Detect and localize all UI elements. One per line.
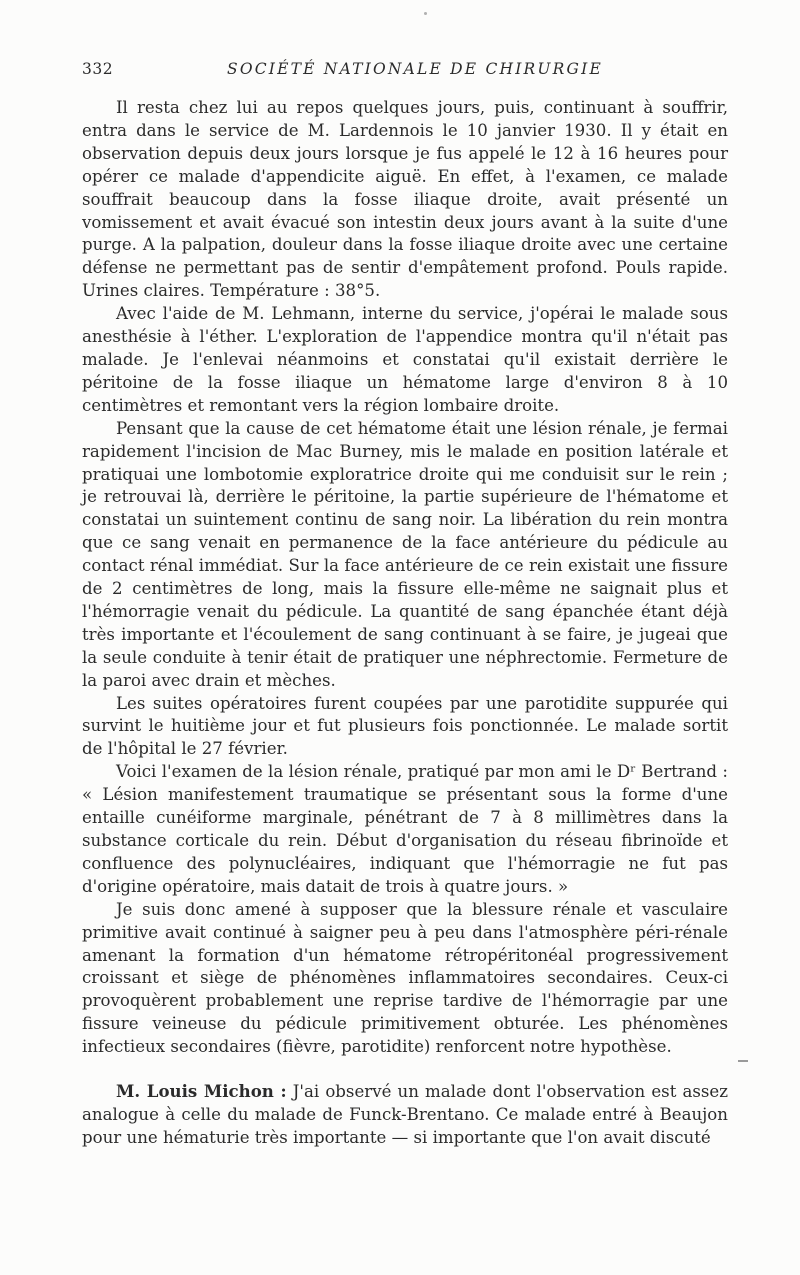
paragraph-discussion [82, 1080, 728, 1150]
print-speck [424, 12, 427, 15]
discussion-text: J'ai observé un malade dont l'observation est assez analogue à celle du malade de Funck-Brentano. Ce malade entré à Beaujon pour une hématurie très importante — si importante que l'on avait discuté [82, 1082, 728, 1147]
paragraph-case-admission: Il resta chez lui au repos quelques jours, puis, continuant à souffrir, entra dans le service de M. Lardennois le 10 janvier 1930. Il y était en observation depuis deux jours lorsque je fus appelé le 12 à 16 heures pour opérer ce malade d'appendicite aiguë. En effet, à l'examen, ce malade souffrait beaucoup dans la fosse iliaque droite, avait présenté un vomissement et avait évacué son intestin deux jours avant à la suite d'une purge. A la palpation, douleur dans la fosse iliaque droite avec une certaine défense ne permettant pas de sentir d'empâtement profond. Pouls rapide. Urines claires. Température : 38°5. [82, 98, 728, 301]
page-number: 332 [82, 60, 114, 78]
speaker-name: M. Louis Michon : [116, 1081, 287, 1102]
paragraph-postoperative: Les suites opératoires furent coupées par une parotidite suppurée qui survint le huitième jour et fut plusieurs fois ponctionnée. Le malade sortit de l'hôpital le 27 février. [82, 693, 728, 759]
paragraph-pathology-report: Voici l'examen de la lésion rénale, pratiqué par mon ami le Dʳ Bertrand : « Lésion manifestement traumatique se présentant sous la forme d'une entaille cunéiforme marginale, pénétrant de 7 à 8 millimètres dans la substance corticale du rein. Début d'organisation du réseau fibrinoïde et confluence des polynucléaires, indiquant que l'hémorragie ne fut pas d'origine opératoire, mais datait de trois à quatre jours. » [82, 762, 728, 896]
journal-title: SOCIÉTÉ NATIONALE DE CHIRURGIE [227, 60, 603, 78]
margin-dash [738, 1060, 748, 1062]
body-text [82, 97, 728, 1150]
paragraph-hypothesis: Je suis donc amené à supposer que la blessure rénale et vasculaire primitive avait continué à saigner peu à peu dans l'atmosphère péri-rénale amenant la formation d'un hématome rétropéritonéal progressivement croissant et siège de phénomènes inflammatoires secondaires. Ceux-ci provoquèrent probablement une reprise tardive de l'hémorragie par une fissure veineuse du pédicule primitivement obturée. Les phénomènes infectieux secondaires (fièvre, parotidite) renforcent notre hypothèse. [82, 899, 728, 1057]
paragraph-operation: Avec l'aide de M. Lehmann, interne du service, j'opérai le malade sous anesthésie à l'éther. L'exploration de l'appendice montra qu'il n'était pas malade. Je l'enlevai néanmoins et constatai qu'il existait derrière le péritoine de la fosse iliaque un hématome large d'environ 8 à 10 centimètres et remontant vers la région lombaire droite. [82, 304, 728, 415]
running-head [82, 60, 728, 84]
paragraph-nephrectomy: Pensant que la cause de cet hématome était une lésion rénale, je fermai rapidement l'incision de Mac Burney, mis le malade en position latérale et pratiquai une lombotomie exploratrice droite qui me conduisit sur le rein ; je retrouvai là, derrière le péritoine, la partie supérieure de l'hématome et constatai un suintement continu de sang noir. La libération du rein montra que ce sang venait en permanence de la face antérieure du pédicule au contact rénal immédiat. Sur la face antérieure de ce rein existait une fissure de 2 centimètres de long, mais la fissure elle-même ne saignait plus et l'hémorragie venait du pédicule. La quantité de sang épanchée étant déjà très importante et l'écoulement de sang continuant à se faire, je jugeai que la seule conduite à tenir était de pratiquer une néphrectomie. Fermeture de la paroi avec drain et mèches. [82, 418, 728, 690]
